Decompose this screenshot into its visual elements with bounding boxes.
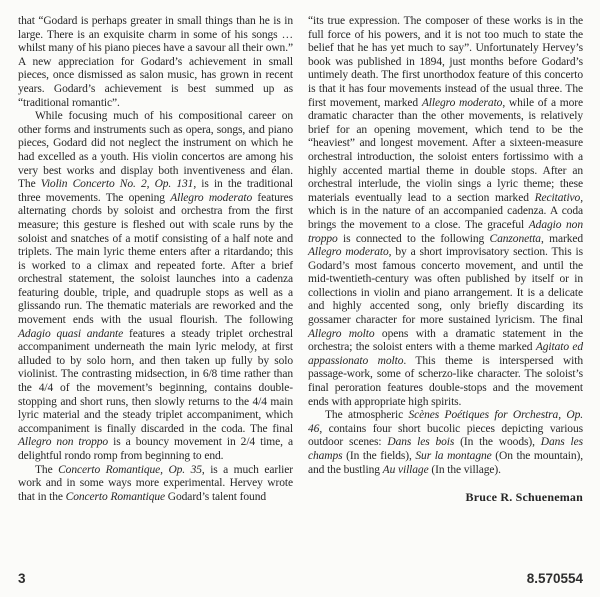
text-segment: (In the village). [428, 463, 501, 476]
text-segment: , which is in the nature of an accompanied cadenza. A coda brings the movement to a close. The graceful [308, 191, 583, 231]
italic-text-segment: Allegro moderato [421, 96, 503, 109]
text-segment: (On the mountain), and the bustling [308, 450, 583, 476]
paragraph [308, 15, 583, 409]
italic-text-segment: Dans les bois [387, 436, 455, 449]
italic-text-segment: Sur la montagne [415, 450, 492, 462]
page-footer [18, 571, 583, 586]
text-segment: is connected to the following [337, 232, 490, 245]
paragraph [18, 464, 293, 505]
text-segment: The [35, 463, 59, 476]
paragraph [18, 15, 293, 110]
text-segment: opens with a dramatic statement in the orchestra; the soloist enters with a theme marked [308, 327, 583, 354]
italic-text-segment: Allegro molto [308, 327, 375, 340]
text-segment: , by a short improvisatory section. This is Godard’s most famous concerto movement, and until the mid-twentieth-century was often published by itself or in collections in violin and piano arrangement. It is a delicate and highly accented song, only briefly discarding its gossamer character for more sustained lyricism. The final [308, 246, 583, 327]
text-segment: that “Godard is perhaps greater in small things than he is in large. There is an exquisite charm in some of his songs … whilst many of his piano pieces have a savour all their own.” A new appreciation for Godard’s achievement in small pieces, once dismissed as salon music, has grown in recent years. Godard’s achievement is best summed up as “traditional romantic”. [18, 15, 293, 109]
text-segment: , while of a more dramatic character than the other movements, is relatively brief for an opening movement, which tend to be the “heaviest” and longest movement. After a sixteen-measure orchestral introduction, the soloist enters fortissimo with a highly accented martial theme in double stops. After an orchestral interlude, the violin sings a lyric theme; these materials eventually lead to a section marked [308, 96, 583, 204]
paragraph [308, 409, 583, 477]
italic-text-segment: Dans les champs [308, 436, 583, 462]
text-segment: (In the woods), [454, 436, 541, 449]
italic-text-segment: Allegro non troppo [18, 436, 109, 449]
italic-text-segment: Allegro moderato [308, 246, 389, 259]
italic-text-segment: Agitato ed appassionato molto [308, 341, 584, 367]
italic-text-segment: Canzonetta [489, 232, 541, 245]
text-segment: While focusing much of his compositional career on other forms and instruments such as opera, songs, and piano pieces, Godard did not neglect the instrument on which he had excelled as a youth. His violin concertos are among his very best works and display both inventiveness and élan. The [18, 110, 293, 191]
catalog-number: 8.570554 [526, 571, 583, 586]
italic-text-segment: Adagio non troppo [308, 218, 583, 245]
text-columns [18, 15, 583, 505]
text-segment: The atmospheric [325, 409, 409, 422]
text-segment: , contains four short bucolic pieces depicting various outdoor scenes: [308, 422, 583, 449]
right-column [308, 15, 583, 505]
italic-text-segment: Concerto Romantique, Op. 35 [58, 463, 202, 476]
right-column-text [308, 15, 583, 477]
paragraph [18, 110, 293, 463]
text-segment: , marked [540, 232, 583, 245]
text-segment: . This theme is interspersed with passage-work, some of scherzo-like character. The soloist’s final peroration features double-stops and the movement ends with appropriate high spirits. [308, 354, 583, 408]
italic-text-segment: Violin Concerto No. 2, Op. 131 [40, 178, 194, 191]
italic-text-segment: Scènes Poétiques for Orchestra, Op. 46 [308, 409, 583, 435]
text-segment: “its true expression. The composer of these works is in the full force of his powers, and it is not too much to state the belief that he has yet much to say”. Unfortunately Hervey’s book was published in 1894, just months before Godard’s untimely death. The first unorthodox feature of this concerto is that it has four movements instead of the usual three. The first movement, marked [308, 15, 583, 109]
italic-text-segment: Concerto Romantique [65, 490, 166, 503]
text-segment: is a bouncy movement in 2/4 time, a delightful rondo romp from beginning to end. [18, 436, 294, 462]
text-segment: features a steady triplet orchestral accompaniment underneath the main lyric melody, at first alluded to by solo horn, and then taken up fully by solo violinist. The contrasting midsection, in 6/8 time rather than the 4/4 of the movement’s beginning, contains double-stopping and short runs, then slowly returns to the 4/4 main lyric material and the steady triplet accompaniment, which accompaniment is finally discarded in the coda. The final [18, 327, 293, 435]
italic-text-segment: Allegro moderato [170, 191, 253, 204]
italic-text-segment: Recitativo [534, 191, 581, 204]
page-number: 3 [18, 571, 26, 586]
text-segment: , is a much earlier work and in some ways more experimental. Hervey wrote that in the [18, 463, 293, 503]
italic-text-segment: Au village [382, 463, 429, 476]
text-segment: (In the fields), [342, 450, 416, 462]
author-credit: Bruce R. Schueneman [465, 490, 583, 505]
text-segment: Godard’s talent found [165, 490, 266, 503]
text-segment: , is in the traditional three movements. The opening [18, 178, 293, 204]
text-segment: features alternating chords by soloist and orchestra from the first measure; this gesture is fleshed out with scale runs by the soloist and snatches of a motif consisting of a half note and triplets. The main lyric theme enters after a ritardando; this is worked to a climax and repeated forte. After a brief orchestral statement, the soloist launches into a cadenza featuring double, triple, and quadruple stops as well as a glissando run. The thematic materials are reworked and the movement ends with the usual flourish. The following [18, 191, 293, 327]
italic-text-segment: Adagio quasi andante [18, 327, 124, 340]
left-column [18, 15, 293, 505]
